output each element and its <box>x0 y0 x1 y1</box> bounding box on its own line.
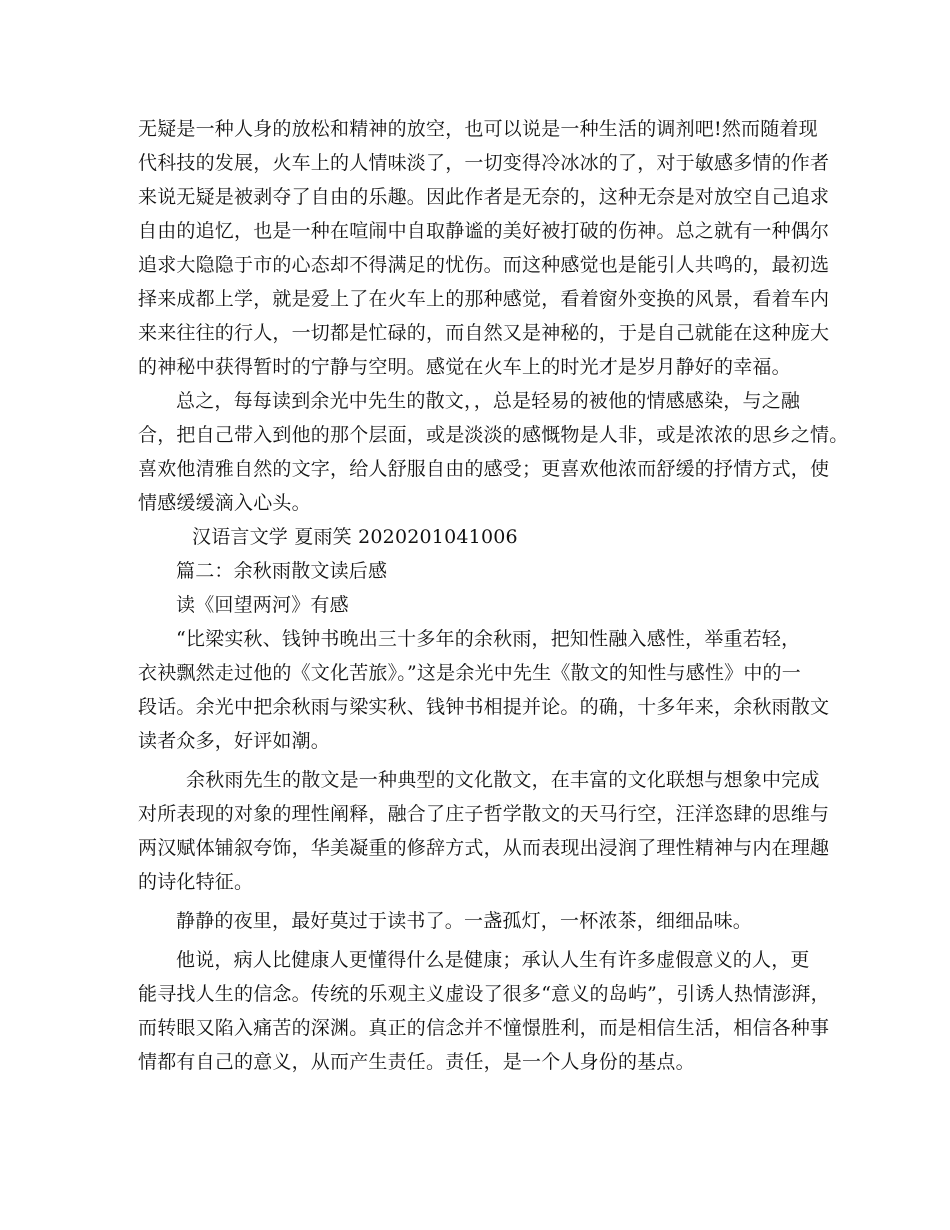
text-line: 情都有自己的意义，从而产生责任。责任，是一个人身份的基点。 <box>138 1051 695 1073</box>
text-line: 衣袂飘然走过他的《文化苦旅》。”这是余光中先生《散文的知性与感性》中的一 <box>138 662 801 684</box>
essay-title: 读《回望两河》有感 <box>176 594 349 616</box>
text-line: 余秋雨先生的散文是一种典型的文化散文，在丰富的文化联想与想象中完成 <box>186 769 820 791</box>
text-line: 无疑是一种人身的放松和精神的放空，也可以说是一种生活的调剂吧!然而随着现 <box>138 118 818 140</box>
text-line: 追求大隐隐于市的心态却不得满足的忧伤。而这种感觉也是能引人共鸣的，最初选 <box>138 254 830 276</box>
text-line: 的诗化特征。 <box>138 871 254 893</box>
text-line: 情感缓缓滴入心头。 <box>138 492 311 514</box>
text-line: 的神秘中获得暂时的宁静与空明。感觉在火车上的时光才是岁月静好的幸福。 <box>138 356 791 378</box>
text-line: 对所表现的对象的理性阐释，融合了庄子哲学散文的天马行空，汪洋恣肆的思维与 <box>138 803 830 825</box>
section-heading: 篇二：余秋雨散文读后感 <box>176 560 388 582</box>
text-line: 而转眼又陷入痛苦的深渊。真正的信念并不憧憬胜利，而是相信生活，相信各种事 <box>138 1017 830 1039</box>
text-line: 段话。余光中把余秋雨与梁实秋、钱钟书相提并论。的确，十多年来，余秋雨散文 <box>138 696 830 718</box>
text-line: 自由的追忆，也是一种在喧闹中自取静谧的美好被打破的伤神。总之就有一种偶尔 <box>138 220 830 242</box>
text-line: 能寻找人生的信念。传统的乐观主义虚设了很多“意义的岛屿”，引诱人热情澎湃， <box>138 983 830 1005</box>
text-line: 代科技的发展，火车上的人情味淡了，一切变得冷冰冰的了，对于敏感多情的作者 <box>138 152 830 174</box>
text-line: 来来往往的行人，一切都是忙碌的，而自然又是神秘的，于是自己就能在这种庞大 <box>138 322 830 344</box>
text-line: “比梁实秋、钱钟书晚出三十多年的余秋雨，把知性融入感性，举重若轻， <box>176 628 801 650</box>
author-line: 汉语言文学 夏雨笑 2020201041006 <box>192 526 518 548</box>
text-line: 来说无疑是被剥夺了自由的乐趣。因此作者是无奈的，这种无奈是对放空自己追求 <box>138 186 830 208</box>
text-line: 静静的夜里，最好莫过于读书了。一盏孤灯，一杯浓茶，细细品味。 <box>176 910 753 932</box>
text-line: 喜欢他清雅自然的文字，给人舒服自由的感受；更喜欢他浓而舒缓的抒情方式，使 <box>138 458 830 480</box>
text-line: 两汉赋体铺叙夸饰，华美凝重的修辞方式，从而表现出浸润了理性精神与内在理趣 <box>138 837 830 859</box>
text-line: 合，把自己带入到他的那个层面，或是淡淡的感慨物是人非，或是浓浓的思乡之情。 <box>138 424 849 446</box>
text-line: 读者众多，好评如潮。 <box>138 730 331 752</box>
text-line: 总之，每每读到余光中先生的散文，，总是轻易的被他的情感感染，与之融 <box>176 390 801 412</box>
text-line: 择来成都上学，就是爱上了在火车上的那种感觉，看着窗外变换的风景，看着车内 <box>138 288 830 310</box>
text-line: 他说，病人比健康人更懂得什么是健康；承认人生有许多虚假意义的人，更 <box>176 949 810 971</box>
